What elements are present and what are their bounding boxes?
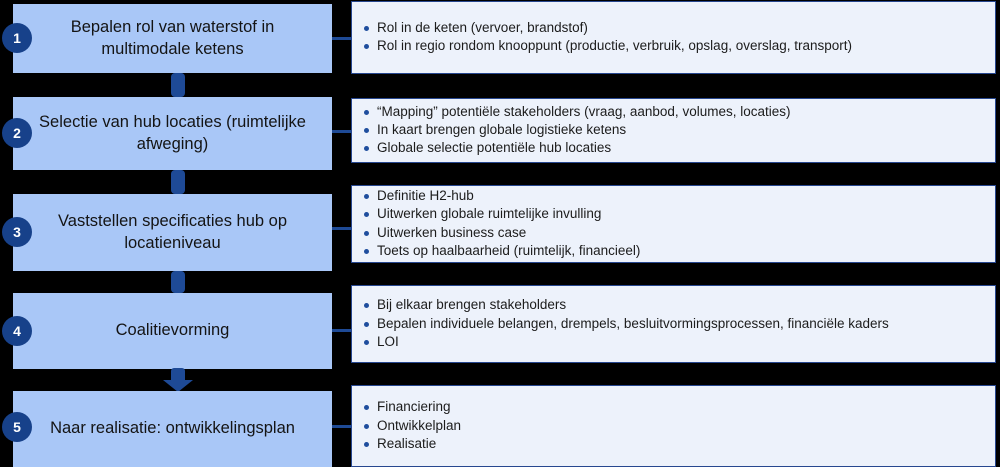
bullet-item: Uitwerken globale ruimtelijke invulling [362, 206, 985, 223]
step-5-number: 5 [13, 419, 21, 435]
step-1-connector-line [332, 37, 351, 40]
bullet-item: Financiering [362, 399, 985, 416]
connector-step3-step4 [171, 271, 185, 293]
step-1-title-box [13, 4, 332, 73]
step-3-title-box [13, 194, 332, 271]
step-4-bullet-list [362, 296, 985, 353]
step-2-title-box [13, 97, 332, 170]
step-1-title: Bepalen rol van waterstof in multimodale ketens [70, 18, 275, 58]
step-2-number-badge [2, 118, 32, 148]
bullet-item: Definitie H2-hub [362, 188, 985, 205]
step-3-title: Vaststellen specificaties hub op locatieniveau [58, 212, 287, 252]
connector-step2-step3 [171, 170, 185, 194]
bullet-item: LOI [362, 334, 985, 351]
step-2-number: 2 [13, 125, 21, 141]
bullet-item: Ontwikkelplan [362, 418, 985, 435]
bullet-item: Realisatie [362, 436, 985, 453]
step-1-number-badge [2, 23, 32, 53]
step-5-title: Naar realisatie: ontwikkelingsplan [50, 419, 295, 438]
bullet-item: Bij elkaar brengen stakeholders [362, 297, 985, 314]
step-4-number: 4 [13, 323, 21, 339]
step-3-details-box [351, 185, 996, 263]
step-4-details-box [351, 285, 996, 363]
step-5-title-box [13, 391, 332, 467]
bullet-item: Toets op haalbaarheid (ruimtelijk, financieel) [362, 243, 985, 260]
step-5-number-badge [2, 412, 32, 442]
step-2-title: Selectie van hub locaties (ruimtelijke afweging) [39, 113, 306, 153]
connector-step1-step2 [171, 73, 185, 97]
bullet-item: Rol in de keten (vervoer, brandstof) [362, 20, 985, 37]
bullet-item: Rol in regio rondom knooppunt (productie, verbruik, opslag, overslag, transport) [362, 38, 985, 55]
step-3-number: 3 [13, 224, 21, 240]
bullet-item: Uitwerken business case [362, 225, 985, 242]
step-1-details-box [351, 1, 996, 74]
step-3-number-badge [2, 217, 32, 247]
step-2-bullet-list [362, 102, 985, 159]
step-4-title-box [13, 293, 332, 369]
step-5-bullet-list [362, 398, 985, 455]
bullet-item: Bepalen individuele belangen, drempels, besluitvormingsprocessen, financiële kaders [362, 316, 985, 333]
bullet-item: In kaart brengen globale logistieke ketens [362, 122, 985, 139]
step-4-title: Coalitievorming [115, 321, 230, 340]
bullet-item: “Mapping” potentiële stakeholders (vraag, aanbod, volumes, locaties) [362, 104, 985, 121]
step-1-bullet-list [362, 18, 985, 56]
step-4-connector-line [332, 329, 351, 332]
step-1-number: 1 [13, 30, 21, 46]
step-3-connector-line [332, 227, 351, 230]
step-4-number-badge [2, 316, 32, 346]
step-3-bullet-list [362, 187, 985, 262]
step-2-details-box [351, 98, 996, 163]
step-2-connector-line [332, 130, 351, 133]
step-5-details-box [351, 385, 996, 467]
bullet-item: Globale selectie potentiële hub locaties [362, 140, 985, 157]
step-5-connector-line [332, 425, 351, 428]
